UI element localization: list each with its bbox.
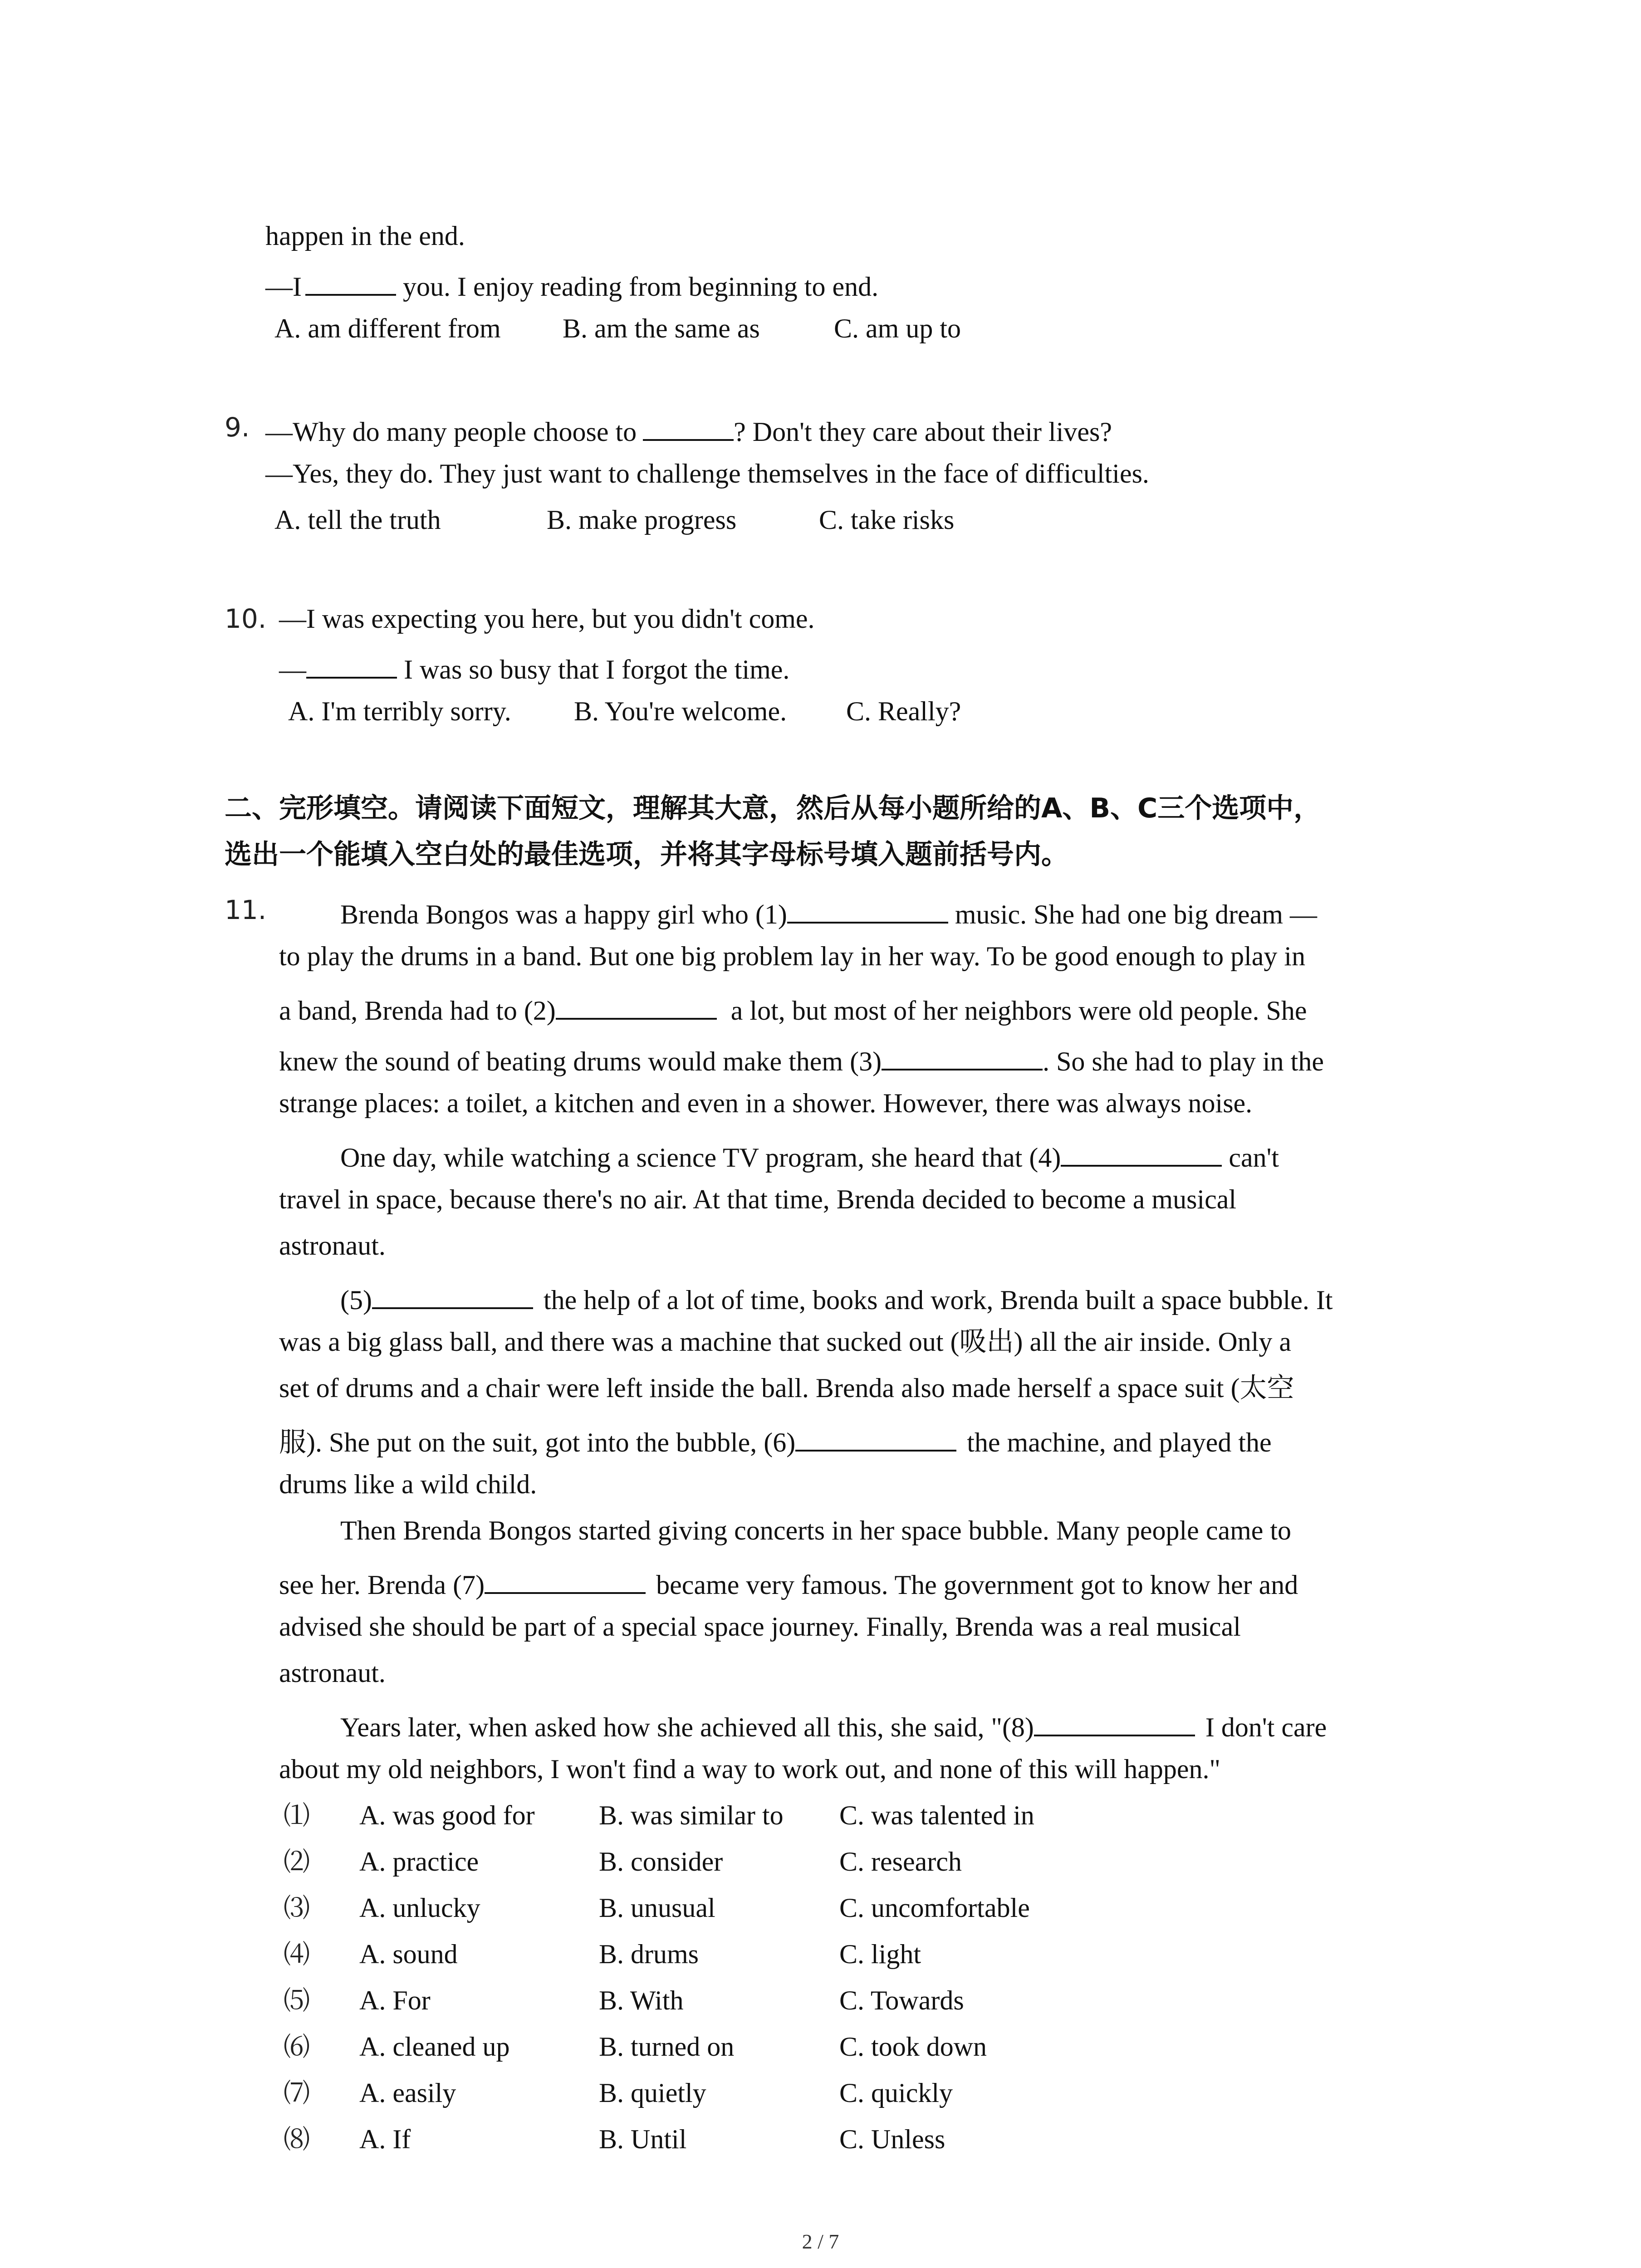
passage-text: can't bbox=[1222, 1143, 1279, 1173]
passage-text: see her. Brenda (7) bbox=[279, 1570, 485, 1600]
q8-option-b: B. am the same as bbox=[563, 313, 760, 343]
q10-option-b: B. You're welcome. bbox=[574, 696, 787, 726]
q10-number: 10. bbox=[225, 603, 267, 634]
passage-line: set of drums and a chair were left inside the ball. Brenda also made herself a space suit (太空 bbox=[279, 1373, 1294, 1403]
passage-line: about my old neighbors, I won't find a way to work out, and none of this will happen." bbox=[279, 1754, 1220, 1784]
choice-c: C. light bbox=[839, 1939, 921, 1969]
choice-number: ⑷ bbox=[284, 1939, 310, 1970]
passage-line: astronaut. bbox=[279, 1231, 386, 1261]
passage-text: I don't care bbox=[1198, 1712, 1327, 1742]
choice-c: C. Towards bbox=[839, 1985, 964, 2015]
passage-line: drums like a wild child. bbox=[279, 1469, 537, 1499]
passage-text: music. She had one big dream — bbox=[948, 899, 1317, 929]
choice-number: ⑹ bbox=[284, 2031, 310, 2062]
q9-number: 9. bbox=[225, 412, 250, 443]
passage-line: was a big glass ball, and there was a machine that sucked out (吸出) all the air inside. Only a bbox=[279, 1327, 1292, 1357]
q9-response-line: —Yes, they do. They just want to challenge themselves in the face of difficulties. bbox=[265, 459, 1149, 489]
q10-response-prefix: — bbox=[279, 655, 306, 684]
passage-text: knew the sound of beating drums would make them (3) bbox=[279, 1046, 882, 1076]
q10-response-line bbox=[279, 647, 789, 688]
choice-number: ⑺ bbox=[284, 2077, 310, 2108]
q9-stem-prefix: —Why do many people choose to bbox=[265, 417, 637, 447]
q10-option-c: C. Really? bbox=[846, 696, 961, 726]
q8-answer-prefix: —I bbox=[265, 272, 302, 302]
passage-line bbox=[279, 988, 1307, 1029]
answer-blank bbox=[643, 409, 734, 441]
choice-a: A. was good for bbox=[359, 1800, 535, 1830]
passage-line: to play the drums in a band. But one big problem lay in her way. To be good enough to play in bbox=[279, 941, 1306, 971]
choice-b: B. quietly bbox=[599, 2078, 706, 2108]
choice-number: ⑵ bbox=[284, 1846, 310, 1877]
passage-line: travel in space, because there's no air. At that time, Brenda decided to become a musical bbox=[279, 1184, 1237, 1214]
answer-blank-6 bbox=[795, 1420, 956, 1452]
q11-number: 11. bbox=[225, 894, 267, 925]
q9-option-c: C. take risks bbox=[819, 505, 955, 535]
choice-a: A. unlucky bbox=[359, 1893, 480, 1923]
choice-c: C. quickly bbox=[839, 2078, 953, 2108]
passage-text: a lot, but most of her neighbors were old people. She bbox=[724, 996, 1307, 1026]
passage-text: became very famous. The government got to know her and bbox=[649, 1570, 1298, 1600]
passage-text: (5) bbox=[340, 1285, 372, 1315]
page-number: 2 / 7 bbox=[802, 2230, 839, 2253]
choice-c: C. research bbox=[839, 1847, 962, 1877]
passage-line bbox=[279, 1562, 1298, 1603]
passage-line bbox=[279, 1420, 1272, 1461]
passage-text: One day, while watching a science TV program, she heard that (4) bbox=[340, 1143, 1061, 1173]
choice-b: B. consider bbox=[599, 1847, 723, 1877]
q8-answer-line bbox=[265, 264, 878, 305]
answer-blank-2 bbox=[556, 988, 717, 1020]
passage-text: Years later, when asked how she achieved all this, she said, "(8) bbox=[340, 1712, 1034, 1742]
q8-stem-line: happen in the end. bbox=[265, 221, 465, 251]
answer-blank bbox=[306, 647, 397, 679]
choice-b: B. Until bbox=[599, 2124, 687, 2154]
q9-option-a: A. tell the truth bbox=[274, 505, 441, 535]
q10-stem-line: —I was expecting you here, but you didn't come. bbox=[279, 604, 815, 634]
choice-b: B. unusual bbox=[599, 1893, 715, 1923]
answer-blank-3 bbox=[882, 1039, 1043, 1070]
choice-a: A. sound bbox=[359, 1939, 458, 1969]
passage-line bbox=[340, 892, 1317, 933]
choice-c: C. was talented in bbox=[839, 1800, 1034, 1830]
passage-line: strange places: a toilet, a kitchen and even in a shower. However, there was always noise. bbox=[279, 1088, 1253, 1118]
passage-line: astronaut. bbox=[279, 1658, 386, 1688]
section-heading-line-2: 选出一个能填入空白处的最佳选项，并将其字母标号填入题前括号内。 bbox=[225, 839, 1068, 870]
section-heading-line-1: 二、完形填空。请阅读下面短文，理解其大意，然后从每小题所给的A、B、C三个选项中， bbox=[225, 792, 1321, 824]
q8-answer-suffix: you. I enjoy reading from beginning to end. bbox=[396, 272, 879, 302]
passage-text: Brenda Bongos was a happy girl who (1) bbox=[340, 899, 787, 929]
choice-a: A. For bbox=[359, 1985, 431, 2015]
passage-text: a band, Brenda had to (2) bbox=[279, 996, 556, 1026]
q10-option-a: A. I'm terribly sorry. bbox=[288, 696, 511, 726]
q9-stem-line bbox=[265, 409, 1112, 450]
choice-a: A. cleaned up bbox=[359, 2032, 510, 2062]
passage-text: . So she had to play in the bbox=[1043, 1046, 1324, 1076]
passage-text: the machine, and played the bbox=[960, 1427, 1272, 1457]
q9-option-b: B. make progress bbox=[547, 505, 737, 535]
choice-c: C. took down bbox=[839, 2032, 987, 2062]
answer-blank bbox=[305, 264, 396, 296]
passage-line: advised she should be part of a special space journey. Finally, Brenda was a real musical bbox=[279, 1612, 1241, 1642]
choice-a: A. easily bbox=[359, 2078, 456, 2108]
choice-b: B. was similar to bbox=[599, 1800, 784, 1830]
choice-number: ⑻ bbox=[284, 2124, 310, 2155]
choice-a: A. If bbox=[359, 2124, 411, 2154]
choice-a: A. practice bbox=[359, 1847, 479, 1877]
choice-c: C. uncomfortable bbox=[839, 1893, 1030, 1923]
q8-option-a: A. am different from bbox=[274, 313, 501, 343]
choice-b: B. With bbox=[599, 1985, 684, 2015]
choice-number: ⑸ bbox=[284, 1985, 310, 2016]
answer-blank-7 bbox=[485, 1562, 646, 1594]
passage-line: Then Brenda Bongos started giving concerts in her space bubble. Many people came to bbox=[340, 1515, 1292, 1545]
answer-blank-8 bbox=[1034, 1705, 1195, 1736]
q10-response-suffix: I was so busy that I forgot the time. bbox=[397, 655, 790, 684]
choice-number: ⑶ bbox=[284, 1892, 310, 1923]
answer-blank-5 bbox=[372, 1277, 533, 1309]
passage-line bbox=[279, 1039, 1324, 1080]
choice-b: B. turned on bbox=[599, 2032, 735, 2062]
passage-text: the help of a lot of time, books and work, Brenda built a space bubble. It bbox=[536, 1285, 1333, 1315]
choice-c: C. Unless bbox=[839, 2124, 945, 2154]
passage-line bbox=[340, 1135, 1279, 1176]
choice-number: ⑴ bbox=[284, 1800, 310, 1831]
passage-line bbox=[340, 1705, 1327, 1745]
passage-text: 服). She put on the suit, got into the bubble, (6) bbox=[279, 1427, 796, 1457]
q8-option-c: C. am up to bbox=[834, 313, 961, 343]
answer-blank-1 bbox=[787, 892, 948, 924]
answer-blank-4 bbox=[1061, 1135, 1222, 1167]
q9-stem-suffix: ? Don't they care about their lives? bbox=[734, 417, 1112, 447]
choice-b: B. drums bbox=[599, 1939, 699, 1969]
passage-line bbox=[340, 1277, 1333, 1318]
